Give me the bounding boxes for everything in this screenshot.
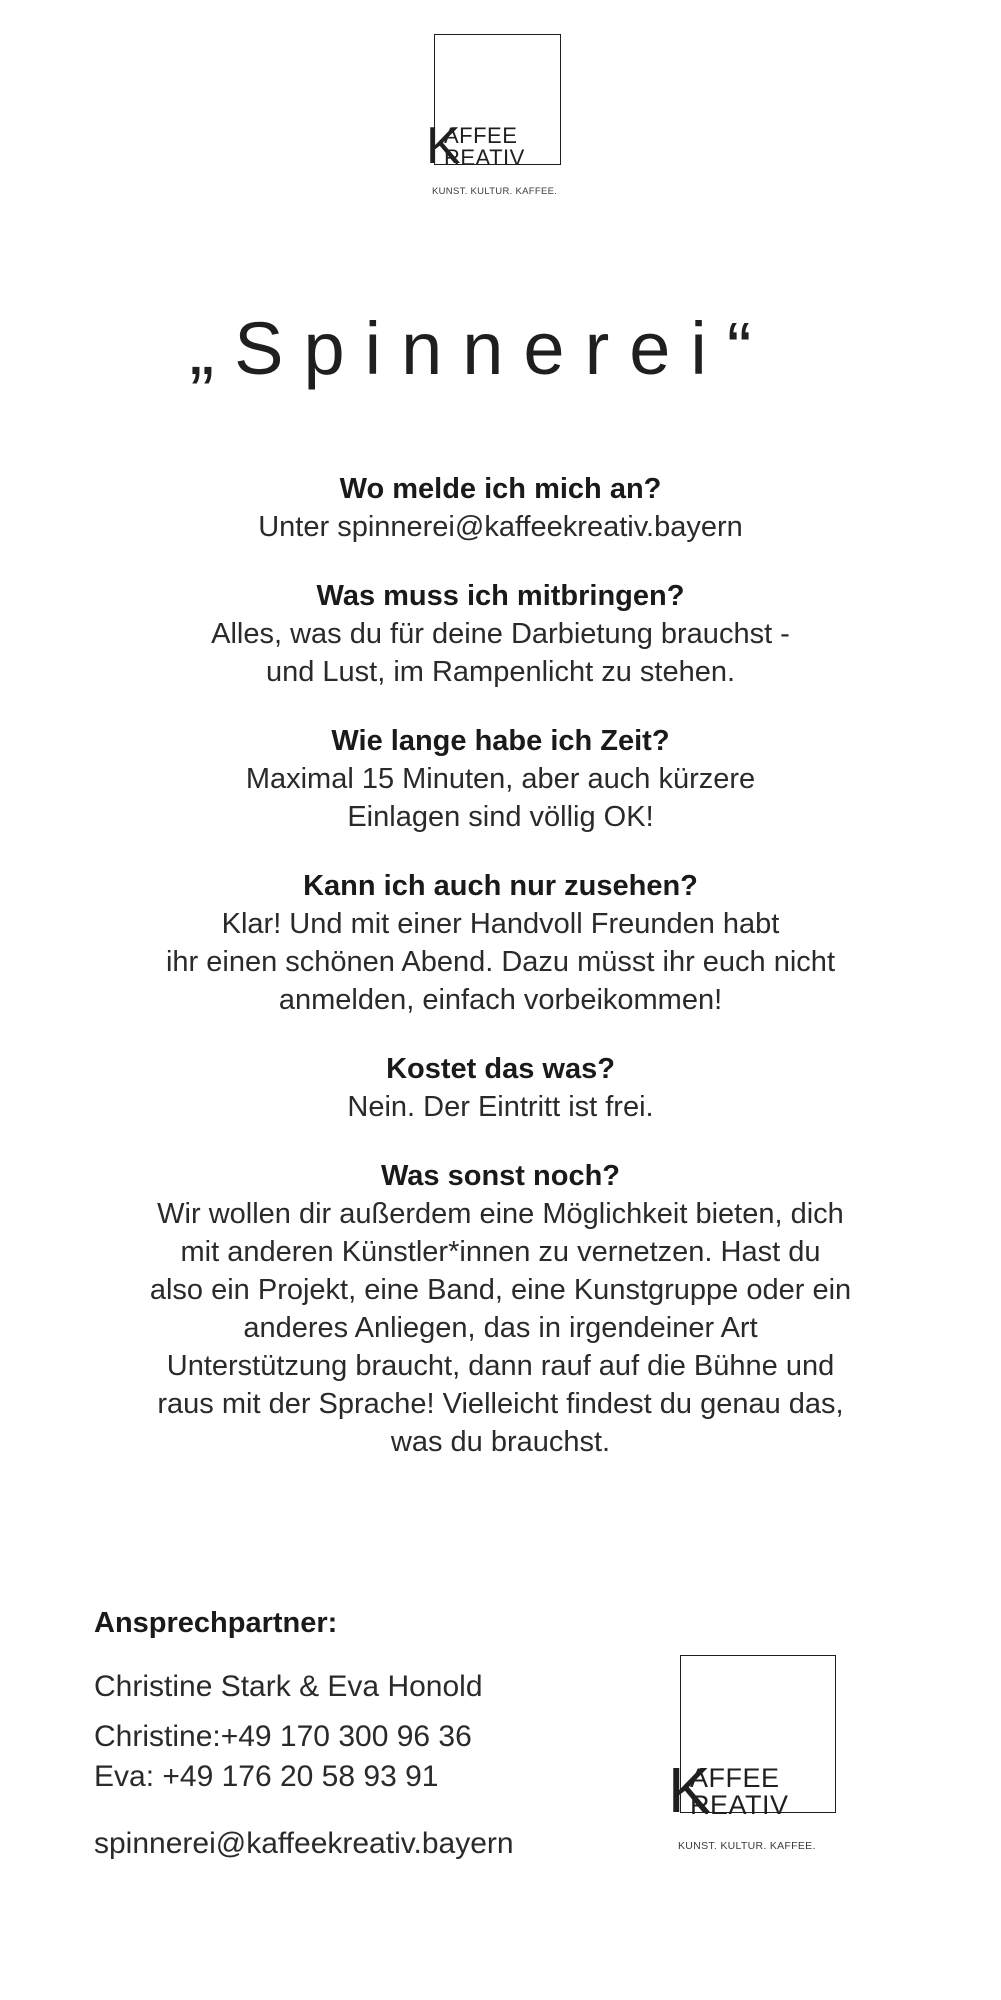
faq-item <box>60 577 941 691</box>
faq-question: Was sonst noch? <box>381 1160 620 1192</box>
contact-phone-eva: Eva: +49 176 20 58 93 91 <box>94 1760 439 1793</box>
faq-item <box>60 867 941 1019</box>
faq-answer-line: anmelden, einfach vorbeikommen! <box>278 984 723 1016</box>
faq-answer-line: Einlagen sind völlig OK! <box>347 801 654 833</box>
faq-question: Wie lange habe ich Zeit? <box>331 725 670 757</box>
faq-item <box>60 1050 941 1126</box>
contact-names: Christine Stark & Eva Honold <box>94 1670 483 1703</box>
kaffee-kreativ-logo-bottom <box>670 1655 840 1860</box>
logo-letter-k: K <box>426 117 461 175</box>
faq-answer-line: also ein Projekt, eine Band, eine Kunstgruppe oder ein <box>149 1274 852 1306</box>
faq-answer <box>60 1088 941 1126</box>
faq-question: Was muss ich mitbringen? <box>316 580 685 612</box>
contact-email: spinnerei@kaffeekreativ.bayern <box>94 1827 514 1860</box>
contact-heading: Ansprechpartner: <box>94 1607 338 1639</box>
faq-answer <box>60 1195 941 1461</box>
logo-word-reativ: REATIV <box>690 1790 789 1820</box>
logo-word-reativ: REATIV <box>444 145 525 170</box>
faq-question: Kann ich auch nur zusehen? <box>303 870 698 902</box>
faq-answer-line: Unter spinnerei@kaffeekreativ.bayern <box>258 511 743 543</box>
faq-section <box>60 470 941 1492</box>
faq-answer <box>60 615 941 691</box>
faq-item <box>60 722 941 836</box>
faq-question: Wo melde ich mich an? <box>339 473 662 505</box>
logo-letter-k: K <box>668 1754 711 1826</box>
faq-answer <box>60 905 941 1019</box>
contact-phone-christine: Christine:+49 170 300 96 36 <box>94 1720 472 1753</box>
faq-question: Kostet das was? <box>386 1053 615 1085</box>
page-title: „Spinnerei“ <box>189 307 772 390</box>
faq-answer-line: Maximal 15 Minuten, aber auch kürzere <box>245 763 756 795</box>
faq-answer-line: Alles, was du für deine Darbietung brauchst - <box>211 618 790 650</box>
faq-answer-line: raus mit der Sprache! Vielleicht findest du genau das, <box>157 1388 844 1420</box>
logo-tagline: KUNST. KULTUR. KAFFEE. <box>678 1840 816 1852</box>
faq-item <box>60 1157 941 1461</box>
faq-answer <box>60 760 941 836</box>
faq-answer-line: ihr einen schönen Abend. Dazu müsst ihr euch nicht <box>165 946 835 978</box>
faq-answer-line: was du brauchst. <box>390 1426 611 1458</box>
contact-section <box>94 1605 654 1864</box>
faq-answer-line: Wir wollen dir außerdem eine Möglichkeit bieten, dich <box>157 1198 844 1230</box>
logo-word-affee: AFFEE <box>444 123 518 148</box>
logo-word-affee: AFFEE <box>690 1763 780 1793</box>
faq-answer-line: anderes Anliegen, das in irgendeiner Art <box>243 1312 758 1344</box>
faq-answer-line: und Lust, im Rampenlicht zu stehen. <box>265 656 736 688</box>
faq-answer <box>60 508 941 546</box>
kaffee-kreativ-logo-top <box>428 34 578 204</box>
faq-answer-line: mit anderen Künstler*innen zu vernetzen. Hast du <box>180 1236 821 1268</box>
logo-tagline: KUNST. KULTUR. KAFFEE. <box>432 186 558 197</box>
faq-answer-line: Klar! Und mit einer Handvoll Freunden habt <box>221 908 780 940</box>
faq-answer-line: Nein. Der Eintritt ist frei. <box>347 1091 654 1123</box>
faq-answer-line: Unterstützung braucht, dann rauf auf die Bühne und <box>166 1350 835 1382</box>
faq-item <box>60 470 941 546</box>
